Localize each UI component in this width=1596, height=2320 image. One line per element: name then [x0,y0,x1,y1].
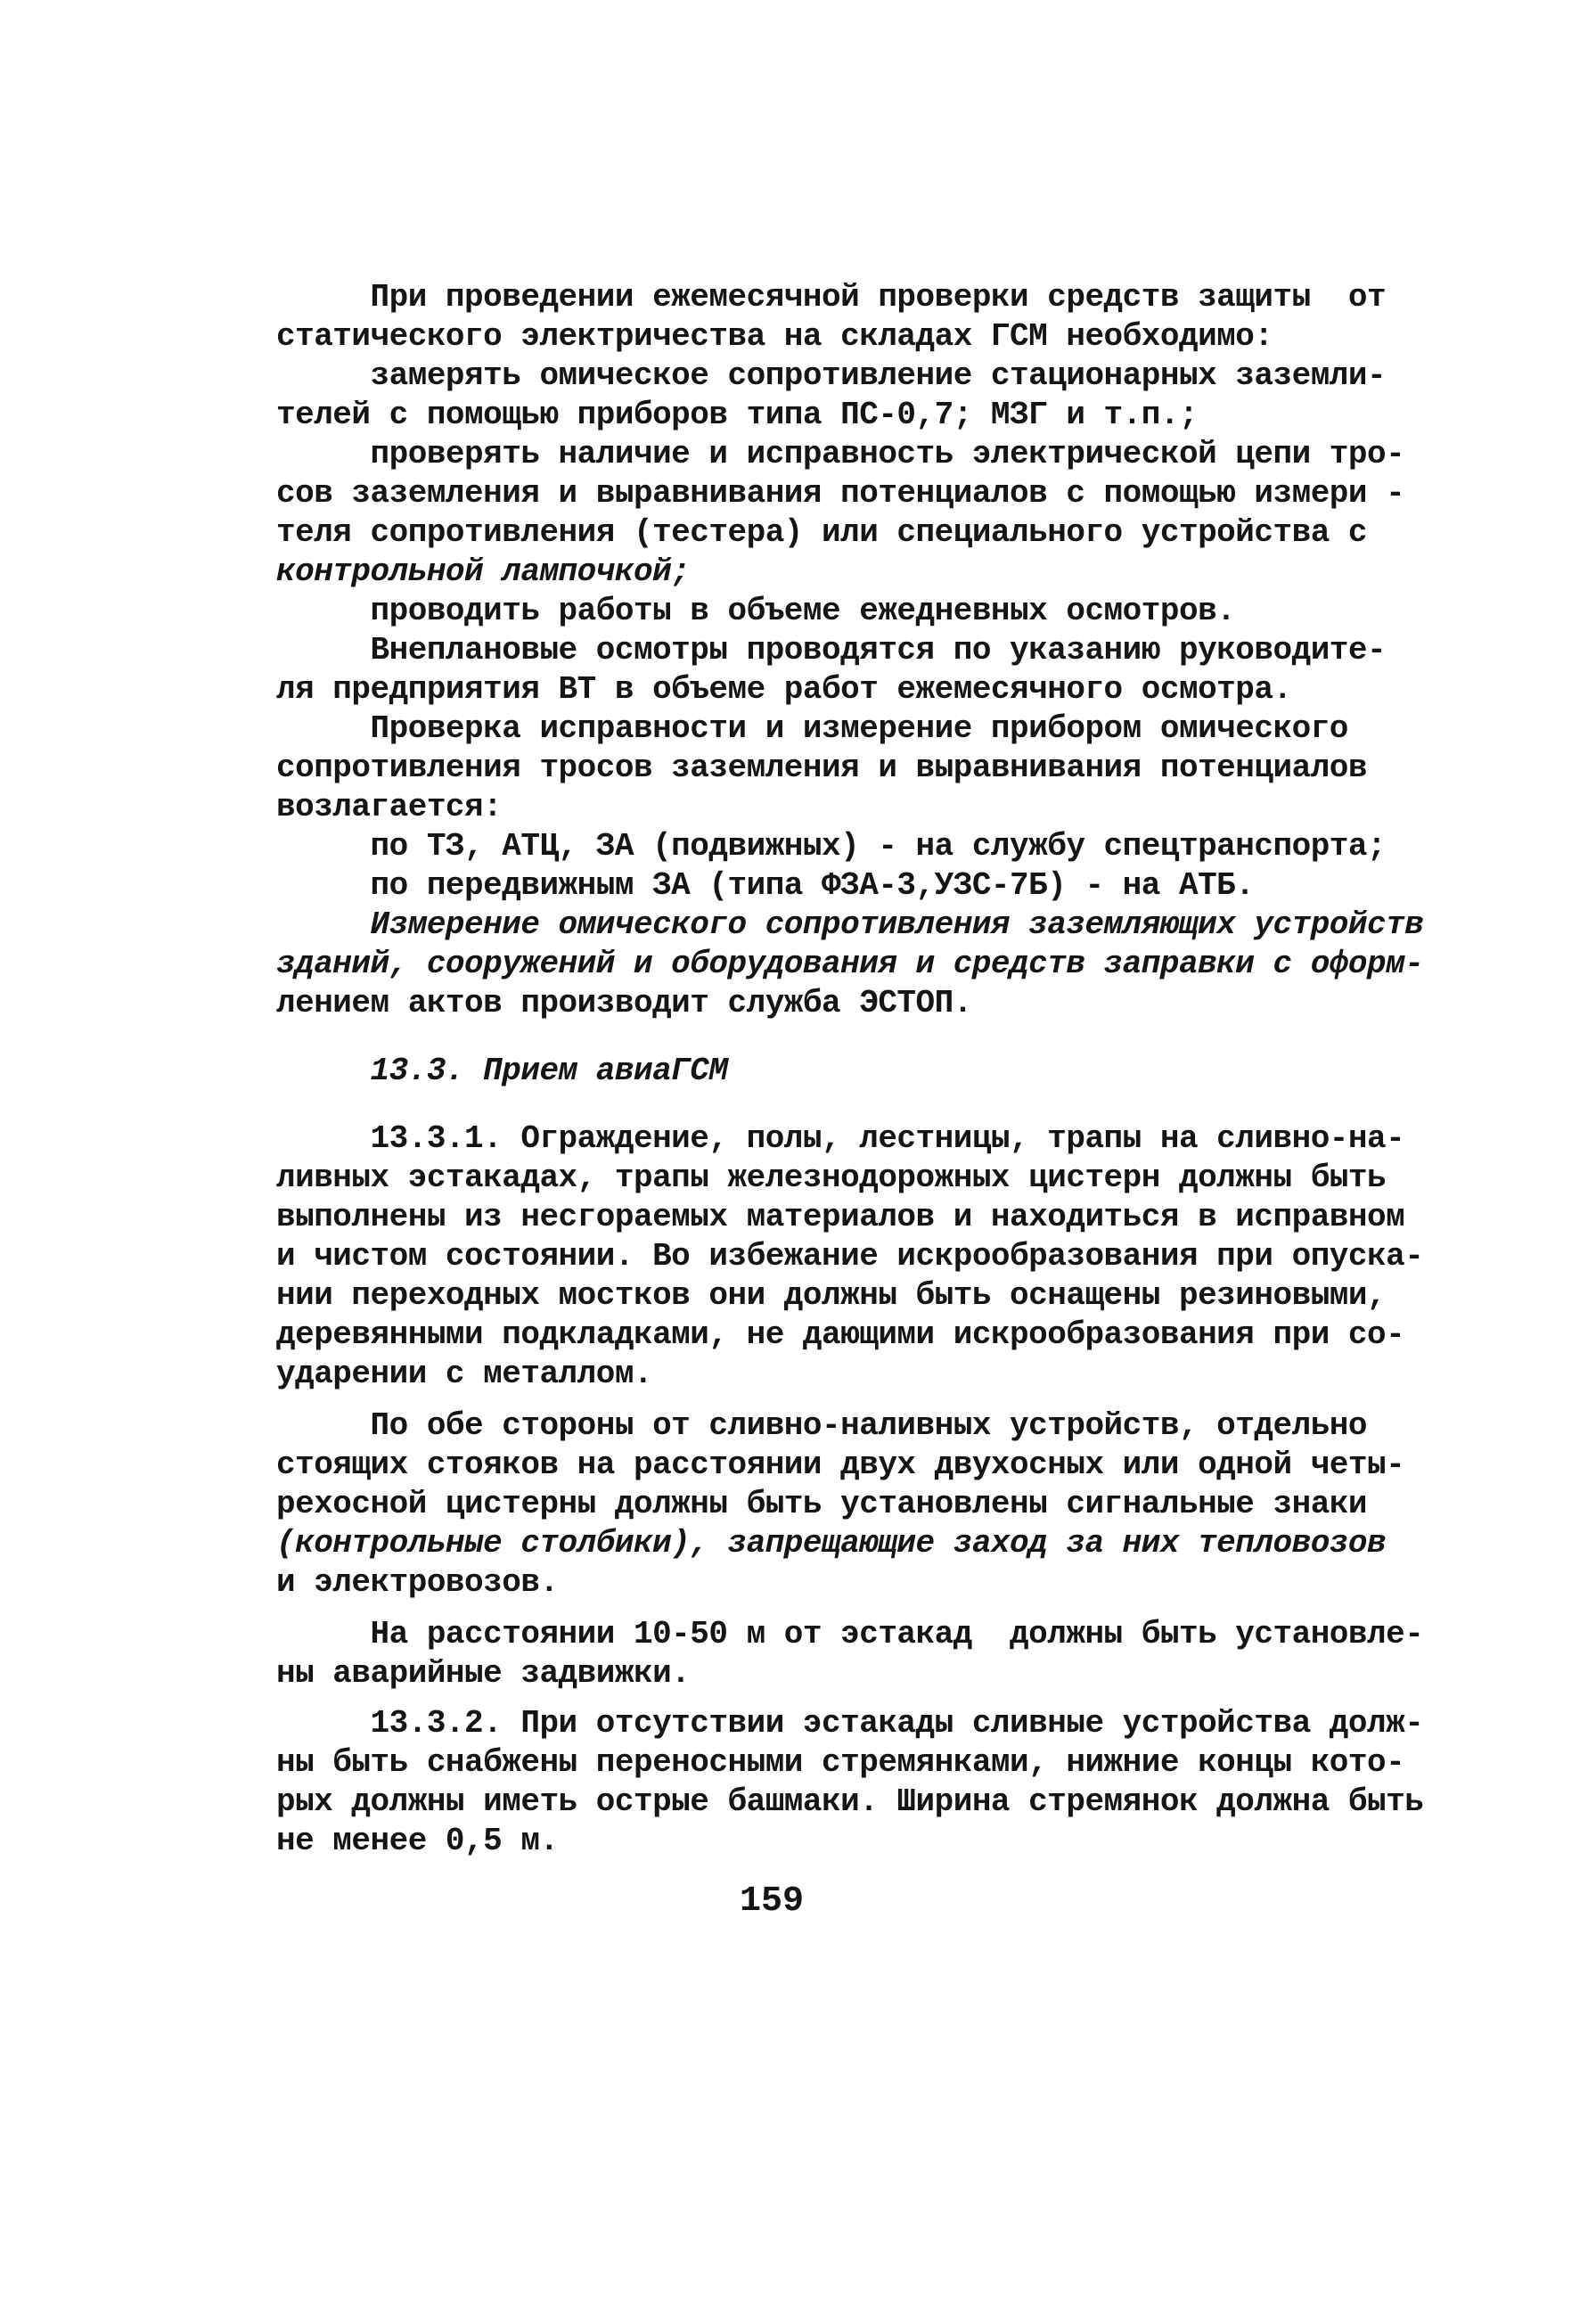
text-line-10: Внеплановые осмотры проводятся по указанию руководите- [276,632,1387,668]
text-line-18: зданий, сооружений и оборудования и средств заправки с оформ- [276,946,1424,982]
text-line-21: 13.3.1. Ограждение, полы, лестницы, трапы на сливно-на- [276,1120,1405,1157]
text-line-26: деревянными подкладками, не дающими искрообразования при со- [276,1316,1405,1353]
text-line-30: рехосной цистерны должны быть установлены сигнальные знаки [276,1486,1368,1522]
text-line-12: Проверка исправности и измерение прибором омического [276,710,1348,747]
section-heading: 13.3. Прием авиаГСМ [276,1053,728,1089]
text-line-7: теля сопротивления (тестера) или специального устройства с [276,514,1368,551]
text-line-38: не менее 0,5 м. [276,1823,559,1859]
text-line-35: 13.3.2. При отсутствии эстакады сливные устройства долж- [276,1705,1424,1742]
text-line-32: и электровозов. [276,1564,559,1601]
text-line-28: По обе стороны от сливно-наливных устройств, отдельно [276,1407,1368,1444]
page-number: 159 [740,1881,805,1922]
text-line-25: нии переходных мостков они должны быть оснащены резиновыми, [276,1277,1387,1314]
text-line-14: возлагается: [276,789,503,825]
text-line-16: по передвижным ЗА (типа ФЗА-3,УЗС-7Б) - на АТБ. [276,867,1255,904]
text-line-29: стоящих стояков на расстоянии двух двухосных или одной четы- [276,1447,1405,1483]
text-line-15: по ТЗ, АТЦ, ЗА (подвижных) - на службу спецтранспорта; [276,828,1387,865]
text-line-2: статического электричества на складах ГСМ необходимо: [276,318,1273,355]
text-line-4: телей с помощью приборов типа ПС-0,7; МЗГ и т.п.; [276,397,1199,433]
text-line-23: выполнены из несгораемых материалов и находиться в исправном [276,1199,1405,1235]
text-line-17: Измерение омического сопротивления заземляющих устройств [276,906,1424,943]
text-line-31: (контрольные столбики), запрещающие заход за них тепловозов [276,1525,1387,1562]
text-line-24: и чистом состоянии. Во избежание искрообразования при опуска- [276,1238,1424,1275]
text-line-6: сов заземления и выравнивания потенциалов с помощью измери - [276,475,1405,512]
text-line-8: контрольной лампочкой; [276,553,691,590]
text-line-33: На расстоянии 10-50 м от эстакад должны быть установле- [276,1616,1424,1652]
text-line-37: рых должны иметь острые башмаки. Ширина стремянок должна быть [276,1783,1424,1820]
text-line-11: ля предприятия ВТ в объеме работ ежемесячного осмотра. [276,671,1292,708]
text-line-36: ны быть снабжены переносными стремянками, нижние концы кото- [276,1744,1405,1781]
text-line-1: При проведении ежемесячной проверки средств защиты от [276,279,1387,316]
text-line-27: ударении с металлом. [276,1356,653,1392]
text-line-34: ны аварийные задвижки. [276,1655,691,1692]
text-line-5: проверять наличие и исправность электрической цепи тро- [276,436,1405,472]
text-line-19: лением актов производит служба ЭСТОП. [276,985,972,1021]
text-line-9: проводить работы в объеме ежедневных осмотров. [276,593,1236,629]
text-line-13: сопротивления тросов заземления и выравнивания потенциалов [276,750,1368,786]
text-line-3: замерять омическое сопротивление стационарных заземли- [276,357,1387,394]
text-line-22: ливных эстакадах, трапы железнодорожных цистерн должны быть [276,1160,1387,1196]
